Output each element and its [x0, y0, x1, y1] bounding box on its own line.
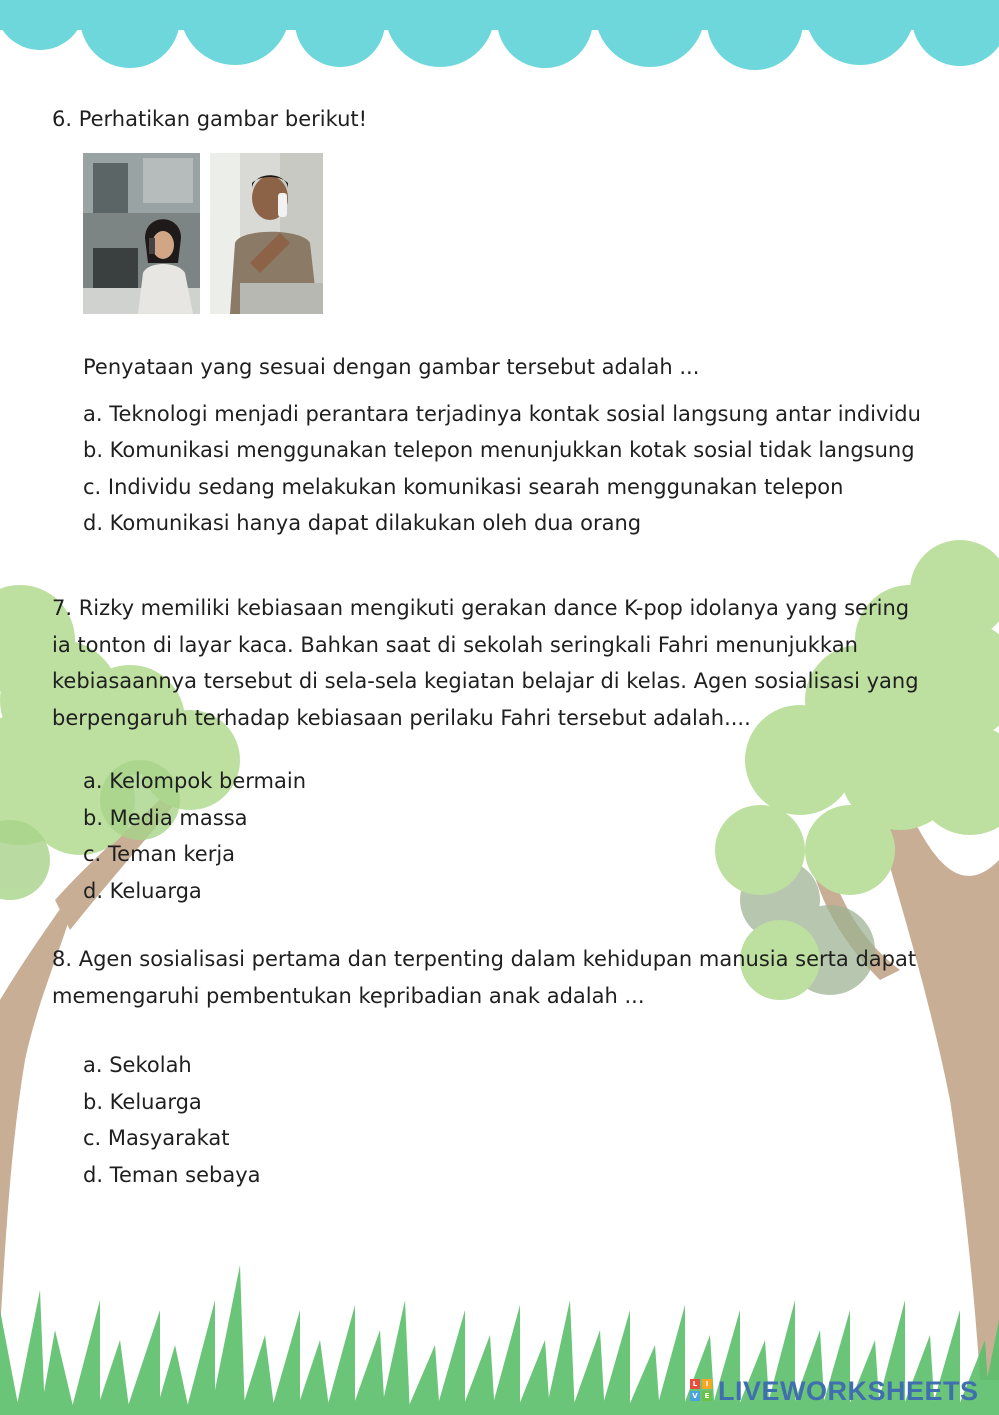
question-7-option-a[interactable]: a. Kelompok bermain	[83, 769, 307, 793]
question-8-text: 8. Agen sosialisasi pertama dan terpenting dalam kehidupan manusia serta dapat memengaruhi pembentukan kepribadian anak adalah ...	[52, 947, 917, 1008]
question-6-option-c[interactable]: c. Individu sedang melakukan komunikasi searah menggunakan telepon	[83, 475, 844, 499]
question-7-option-c[interactable]: c. Teman kerja	[83, 842, 236, 866]
question-8-option-a[interactable]: a. Sekolah	[83, 1053, 192, 1077]
photo-man-on-phone-icon	[210, 153, 323, 314]
question-7-option-d[interactable]: d. Keluarga	[83, 879, 202, 903]
question-7-text: 7. Rizky memiliki kebiasaan mengikuti gerakan dance K-pop idolanya yang sering ia tonton di layar kaca. Bahkan saat di sekolah seringkali Fahri menunjukkan kebiasaannya tersebut di sela-sela kegiatan belajar di kelas. Agen sosialisasi yang berpengaruh terhadap kebiasaan perilaku Fahri tersebut adalah....	[52, 596, 919, 730]
liveworksheets-wordmark: LIVEWORKSHEETS	[718, 1375, 979, 1406]
question-6-title: 6. Perhatikan gambar berikut!	[52, 107, 368, 131]
question-6-option-a[interactable]: a. Teknologi menjadi perantara terjadinya kontak sosial langsung antar individu	[83, 402, 921, 426]
question-6-photo-1	[83, 153, 200, 314]
question-7-option-b[interactable]: b. Media massa	[83, 806, 248, 830]
question-6-photo-2	[210, 153, 323, 314]
question-8-option-d[interactable]: d. Teman sebaya	[83, 1163, 261, 1187]
question-8-option-b[interactable]: b. Keluarga	[83, 1090, 202, 1114]
question-8-option-c[interactable]: c. Masyarakat	[83, 1126, 230, 1150]
photo-woman-on-phone-icon	[83, 153, 200, 314]
liveworksheets-logo[interactable]	[690, 1374, 979, 1408]
question-6-option-d[interactable]: d. Komunikasi hanya dapat dilakukan oleh dua orang	[83, 511, 642, 535]
question-6-option-b[interactable]: b. Komunikasi menggunakan telepon menunjukkan kotak sosial tidak langsung	[83, 438, 915, 462]
question-6-prompt: Penyataan yang sesuai dengan gambar tersebut adalah ...	[83, 355, 700, 379]
liveworksheets-icon: L I V E	[690, 1379, 714, 1403]
